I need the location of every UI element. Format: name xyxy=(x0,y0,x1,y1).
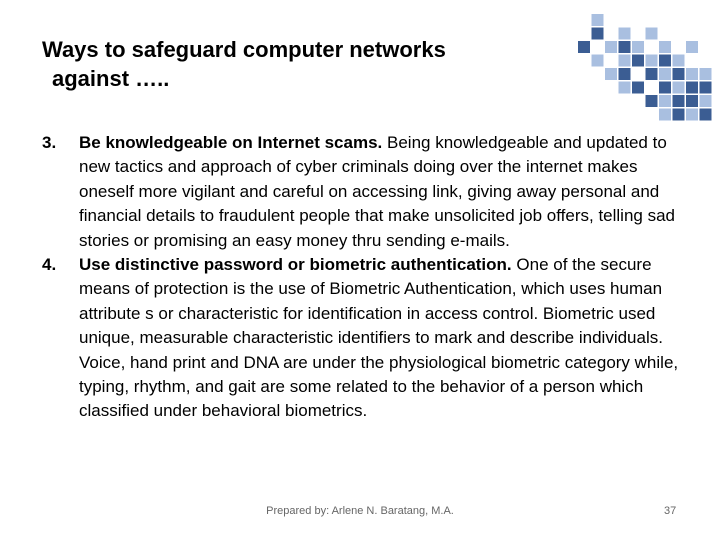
pattern-square xyxy=(673,95,685,107)
item-lead: Use distinctive password or biometric authentication. xyxy=(79,255,512,275)
item-text: Being knowledgeable and updated to new tactics and approach of cyber criminals doing over the internet makes oneself more vigilant and careful on accessing link, giving away personal and financial details to fraudulent people that make unsolicited job offers, telling sad stories or promising an easy money thru sending e-mails. xyxy=(79,133,676,250)
pattern-square xyxy=(646,68,658,80)
pattern-square xyxy=(700,68,712,80)
pattern-square xyxy=(686,68,698,80)
pattern-square xyxy=(619,55,631,67)
pattern-square xyxy=(686,95,698,107)
pattern-square xyxy=(605,41,617,53)
pattern-square xyxy=(673,109,685,121)
pattern-square xyxy=(619,82,631,94)
pattern-square xyxy=(619,68,631,80)
pattern-square xyxy=(592,14,604,26)
pattern-square xyxy=(659,82,671,94)
pattern-square xyxy=(605,68,617,80)
pattern-square xyxy=(592,55,604,67)
pattern-square xyxy=(673,68,685,80)
list-item-3 xyxy=(42,131,702,253)
pattern-square xyxy=(686,109,698,121)
list-item-body xyxy=(79,253,691,424)
footer-author: Prepared by: Arlene N. Baratang, M.A. xyxy=(266,505,454,517)
pattern-square xyxy=(700,95,712,107)
pattern-square xyxy=(592,28,604,40)
pattern-square xyxy=(659,41,671,53)
pattern-square xyxy=(659,95,671,107)
numbered-list xyxy=(42,131,702,424)
item-lead: Be knowledgeable on Internet scams. xyxy=(79,133,383,152)
pattern-square xyxy=(632,55,644,67)
pattern-square xyxy=(700,109,712,121)
pattern-square xyxy=(646,28,658,40)
pattern-square xyxy=(700,82,712,94)
pattern-square xyxy=(659,109,671,121)
item-text: One of the secure means of protection is the use of Biometric Authentication, which uses human attribute s or characteristic for identification in access control. Biometric used unique, measurable characteristic identifiers to mark and describe individuals. Voice, hand print and DNA are under the physiological biometric category while, typing, rhythm, and gait are some related to the behavior of a person which classified under behavioral biometrics. xyxy=(79,255,679,421)
pattern-square xyxy=(646,55,658,67)
page-number: 37 xyxy=(664,505,677,517)
pattern-square xyxy=(659,55,671,67)
pattern-square xyxy=(632,82,644,94)
title-line-1: Ways to safeguard computer networks xyxy=(42,37,446,62)
checker-pattern-decoration xyxy=(578,14,713,126)
pattern-square xyxy=(659,68,671,80)
title-line-2: against ….. xyxy=(52,66,170,91)
list-item-4 xyxy=(42,253,702,424)
pattern-square xyxy=(686,82,698,94)
pattern-square xyxy=(686,41,698,53)
list-number: 4. xyxy=(42,255,57,275)
list-item-body xyxy=(79,131,691,253)
pattern-square xyxy=(673,55,685,67)
pattern-square xyxy=(619,41,631,53)
pattern-square xyxy=(619,28,631,40)
pattern-square xyxy=(646,95,658,107)
pattern-square xyxy=(578,41,590,53)
list-number: 3. xyxy=(42,133,57,152)
pattern-square xyxy=(673,82,685,94)
pattern-square xyxy=(632,41,644,53)
slide-title xyxy=(42,35,582,93)
